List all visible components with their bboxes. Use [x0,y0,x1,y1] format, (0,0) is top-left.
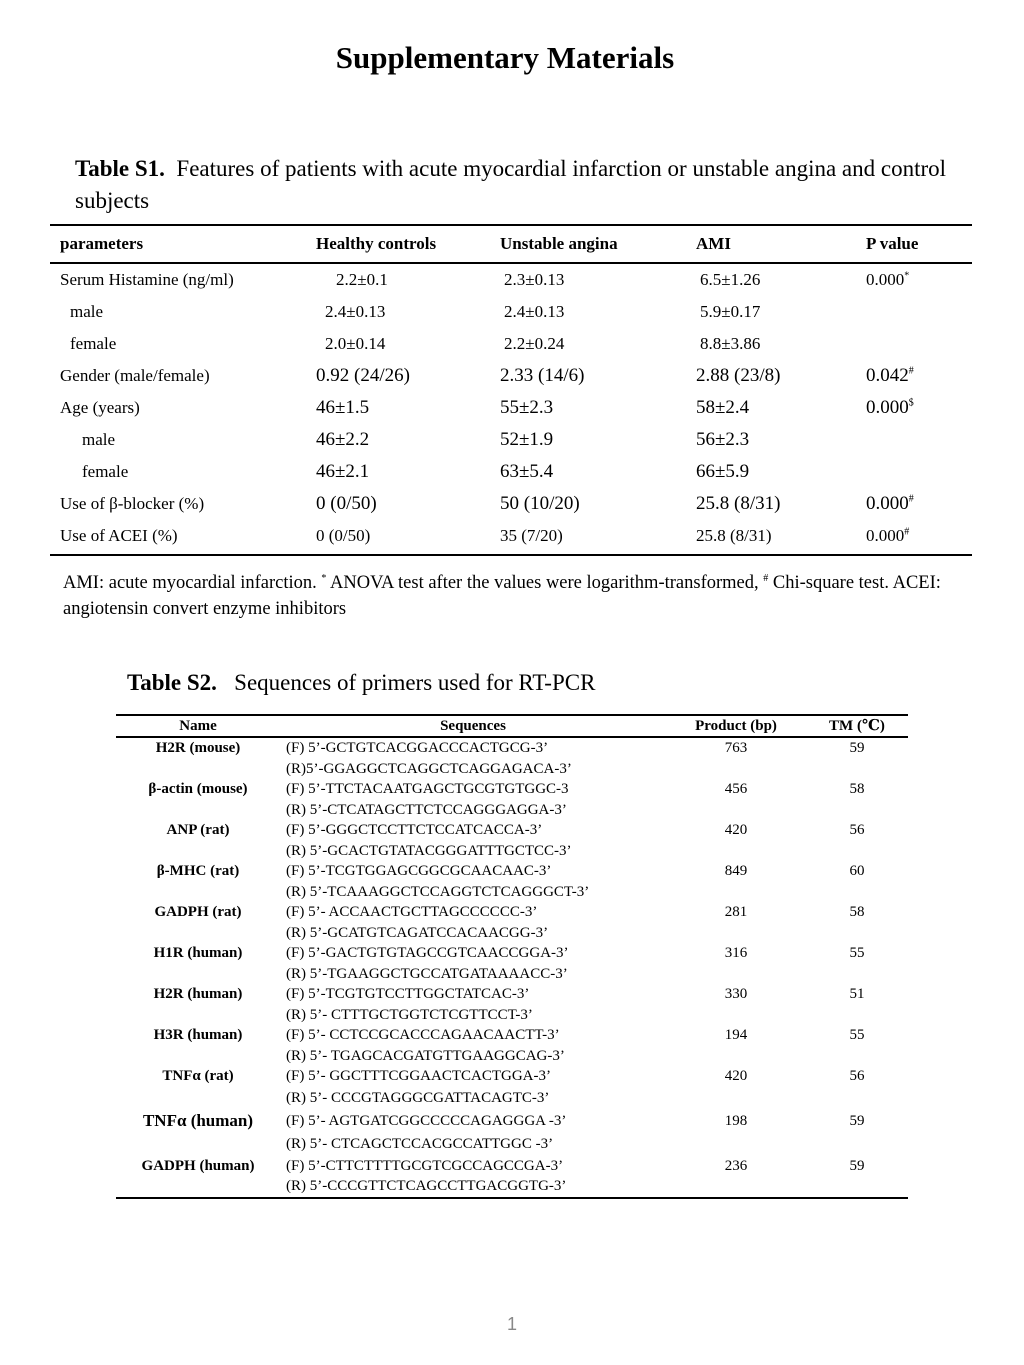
table-cell-pvalue: 0.000# [866,493,914,514]
table-cell-sequence: (F) 5’-TCGTGTCCTTGGCTATCAC-3’ [286,986,530,1003]
table-cell-unstable: 35 (7/20) [490,524,686,555]
table-row [50,396,972,428]
table-cell-param: Use of ACEI (%) [50,524,306,555]
table-cell-sequence: (R) 5’- CTCAGCTCCACGCCATTGGC -3’ [286,1136,554,1152]
table-cell-name: GADPH (rat) [154,904,242,921]
table-cell-tm: 55 [849,1027,865,1044]
table-cell-product: 420 [724,822,748,839]
table-s2-caption-text: Sequences of primers used for RT-PCR [234,670,596,695]
table-cell-name: H2R (mouse) [155,740,241,757]
table-cell-name [116,964,280,985]
table-cell-healthy: 2.2±0.1 [336,270,388,289]
table-cell-ami: 56±2.3 [696,429,750,450]
table-cell-unstable: 2.4±0.13 [504,302,565,321]
table-row [50,364,972,396]
table-cell-unstable: 2.2±0.24 [504,334,565,353]
table-cell-healthy: 2.0±0.14 [325,334,386,353]
table-row [50,460,972,492]
table-row [116,964,908,985]
table-cell-name: TNFα (rat) [162,1068,234,1085]
table-cell-product [666,964,806,985]
table-cell-name: GADPH (human) [141,1157,255,1174]
table-row [116,1005,908,1026]
table-cell-unstable: 50 (10/20) [500,493,580,514]
table-s1-caption-text: Features of patients with acute myocardial infarction or unstable angina and control subjects [75,156,947,213]
table-cell-sequence: (R) 5’-CCCGTTCTCAGCCTTGACGGTG-3’ [280,1176,666,1198]
table-row [116,1025,908,1046]
table-cell-healthy: 0 (0/50) [306,524,490,555]
table-row [50,332,972,364]
table-cell-pvalue [856,428,972,460]
table-cell-ami: 25.8 (8/31) [696,493,781,514]
table-s1-header-pvalue: P value [856,225,972,263]
table-cell-tm: 58 [849,904,865,921]
table-cell-name [116,1005,280,1026]
table-cell-tm [806,1087,908,1110]
table-s1-header-unstable: Unstable angina [490,225,686,263]
table-cell-param: Use of β-blocker (%) [60,494,205,513]
table-cell-ami: 6.5±1.26 [700,270,761,289]
table-row [50,428,972,460]
table-cell-healthy: 46±2.1 [316,461,370,482]
table-cell-product: 420 [724,1068,748,1085]
table-cell-sequence: (R) 5’-TGAAGGCTGCCATGATAAAACC-3’ [286,965,568,982]
table-cell-product: 316 [724,945,748,962]
table-cell-sequence: (F) 5’- AGTGATCGGCCCCCAGAGGGA -3’ [286,1113,567,1129]
table-cell-tm: 59 [849,740,865,757]
table-cell-ami: 58±2.4 [696,397,750,418]
table-cell-product: 763 [724,740,748,757]
table-cell-unstable: 2.3±0.13 [504,270,565,289]
table-cell-product [666,1046,806,1067]
table-cell-tm: 51 [849,986,865,1003]
table-row [116,779,908,800]
table-s1-caption-label: Table S1. [75,156,165,181]
table-cell-product [666,800,806,821]
table-cell-sequence: (F) 5’-GACTGTGTAGCCGTCAACCGGA-3’ [286,945,569,962]
table-cell-tm [806,759,908,780]
table-row [50,524,972,555]
table-cell-tm [806,923,908,944]
table-s1-header-ami: AMI [686,225,856,263]
table-cell-name [116,1087,280,1110]
table-row [116,1176,908,1198]
table-cell-name [116,800,280,821]
table-row [116,737,908,759]
table-row [116,1046,908,1067]
table-s2-header-product: Product (bp) [666,715,806,737]
table-cell-product [666,882,806,903]
table-cell-name [116,882,280,903]
table-cell-tm: 59 [849,1157,865,1174]
table-row [116,820,908,841]
table-cell-ami: 66±5.9 [696,461,750,482]
table-row [116,1156,908,1177]
table-s2-header-row [116,715,908,737]
table-row [116,923,908,944]
table-cell-sequence: (R) 5’-TCAAAGGCTCCAGGTCTCAGGGCT-3’ [286,883,590,900]
table-s1-header-healthy: Healthy controls [306,225,490,263]
table-cell-sequence: (F) 5’- GGCTTTCGGAACTCACTGGA-3’ [286,1068,551,1085]
table-row [116,1066,908,1087]
table-row [116,902,908,923]
table-cell-healthy: 46±2.2 [316,429,370,450]
table-cell-sequence: (R) 5’- CTTTGCTGGTCTCGTTCCT-3’ [286,1006,533,1023]
table-cell-name [116,759,280,780]
table-cell-name: H2R (human) [153,986,243,1003]
table-row [116,882,908,903]
table-cell-name: H1R (human) [153,945,243,962]
table-cell-pvalue: 0.000* [866,270,910,289]
table-row [116,984,908,1005]
table-row [116,841,908,862]
table-s1-caption [75,153,955,217]
table-cell-tm: 58 [849,781,865,798]
table-cell-pvalue [856,332,972,364]
table-cell-unstable: 52±1.9 [500,429,554,450]
table-cell-param: male [70,302,104,321]
table-s2-header-name: Name [116,715,280,737]
table-cell-healthy: 46±1.5 [316,397,370,418]
table-cell-sequence: (F) 5’-TCGTGGAGCGGCGCAACAAC-3’ [286,863,552,880]
table-row [116,1110,908,1133]
table-cell-sequence: (R) 5’- CCCGTAGGGCGATTACAGTC-3’ [286,1090,550,1106]
table-cell-ami: 2.88 (23/8) [696,365,781,386]
table-cell-ami: 25.8 (8/31) [686,524,856,555]
table-cell-sequence: (F) 5’-GCTGTCACGGACCCACTGCG-3’ [286,740,549,757]
table-s2-header-sequences: Sequences [280,715,666,737]
table-cell-product: 194 [724,1027,748,1044]
table-cell-sequence: (F) 5’-TTCTACAATGAGCTGCGTGTGGC-3 [286,781,569,798]
table-cell-pvalue: 0.000$ [866,397,914,418]
table-cell-name: TNFα (human) [142,1111,254,1130]
table-s2-caption-label: Table S2. [127,670,217,695]
table-cell-name [116,1133,280,1156]
table-cell-tm [806,800,908,821]
table-cell-sequence: (F) 5’-CTTCTTTTGCGTCGCCAGCCGA-3’ [286,1157,564,1174]
table-cell-tm [806,1005,908,1026]
table-cell-name [116,923,280,944]
table-cell-product: 198 [724,1113,748,1129]
table-row [50,263,972,300]
table-cell-name: β-MHC (rat) [156,863,240,880]
table-cell-param: Age (years) [60,398,140,417]
table-s2-caption [127,670,595,696]
table-cell-name: β-actin (mouse) [148,781,248,798]
table-cell-unstable: 2.33 (14/6) [500,365,585,386]
table-cell-ami: 8.8±3.86 [700,334,761,353]
table-cell-product [666,841,806,862]
table-cell-sequence: (R) 5’-CTCATAGCTTCTCCAGGGAGGA-3’ [286,801,567,818]
table-cell-pvalue: 0.042# [866,365,914,386]
page-title: Supplementary Materials [335,40,675,75]
table-cell-product [666,1005,806,1026]
table-cell-unstable: 55±2.3 [500,397,554,418]
table-cell-tm: 59 [849,1113,865,1129]
table-row [116,1087,908,1110]
table-row [116,759,908,780]
table-s1-header-parameters: parameters [50,225,306,263]
table-cell-param: male [82,430,116,449]
table-row [116,861,908,882]
table-s2-header-tm: TM (℃) [806,715,908,737]
table-cell-sequence: (R) 5’-GCATGTCAGATCCACAACGG-3’ [286,924,549,941]
table-cell-product [666,759,806,780]
table-cell-tm [806,841,908,862]
table-cell-tm [806,1046,908,1067]
page-number: 1 [506,1314,517,1334]
table-cell-name [116,841,280,862]
table-cell-tm [806,882,908,903]
table-cell-name [116,1176,280,1198]
table-cell-tm: 55 [849,945,865,962]
table-cell-sequence: (F) 5’- ACCAACTGCTTAGCCCCCC-3’ [286,904,538,921]
table-cell-product: 330 [724,986,748,1003]
table-row [50,492,972,524]
table-cell-tm [806,1133,908,1156]
table-cell-tm: 56 [849,822,865,839]
table-cell-product [666,923,806,944]
table-cell-product: 236 [724,1157,748,1174]
table-s1-header-row [50,225,972,263]
table-cell-product: 281 [724,904,748,921]
table-cell-tm: 60 [849,863,865,880]
table-s2 [116,714,908,1199]
table-cell-unstable: 63±5.4 [500,461,554,482]
table-cell-healthy: 0 (0/50) [316,493,377,514]
table-cell-tm [806,1176,908,1198]
table-row [50,300,972,332]
table-cell-name: H3R (human) [153,1027,243,1044]
table-cell-healthy: 0.92 (24/26) [316,365,410,386]
table-cell-sequence: (R)5’-GGAGGCTCAGGCTCAGGAGACA-3’ [286,760,572,777]
table-cell-tm: 56 [849,1068,865,1085]
table-cell-pvalue [856,300,972,332]
table-row [116,1133,908,1156]
table-cell-param: female [82,462,129,481]
table-cell-ami: 5.9±0.17 [700,302,761,321]
table-cell-sequence: (R) 5’- TGAGCACGATGTTGAAGGCAG-3’ [286,1047,565,1064]
table-s1-note: AMI: acute myocardial infarction. * ANOVA test after the values were logarithm-transformed, # Chi-square test. ACEI: angiotensin convert enzyme inhibitors [63,572,941,619]
table-cell-sequence: (F) 5’- CCTCCGCACCCAGAACAACTT-3’ [286,1027,560,1044]
table-cell-product [666,1133,806,1156]
table-cell-name [116,1046,280,1067]
table-cell-param: Gender (male/female) [60,366,210,385]
table-cell-name: ANP (rat) [166,822,230,839]
table-cell-pvalue [856,460,972,492]
table-cell-pvalue: 0.000# [856,524,972,555]
table-cell-sequence: (F) 5’-GGGCTCCTTCTCCATCACCA-3’ [286,822,543,839]
table-cell-healthy: 2.4±0.13 [325,302,386,321]
table-cell-tm [806,964,908,985]
table-cell-product [666,1176,806,1198]
table-s1 [50,224,972,556]
table-cell-product: 849 [724,863,748,880]
table-cell-product: 456 [724,781,748,798]
table-cell-param: Serum Histamine (ng/ml) [60,270,234,289]
table-cell-product [666,1087,806,1110]
table-row [116,943,908,964]
table-cell-sequence: (R) 5’-GCACTGTATACGGGATTTGCTCC-3’ [286,842,572,859]
table-cell-param: female [70,334,117,353]
table-row [116,800,908,821]
